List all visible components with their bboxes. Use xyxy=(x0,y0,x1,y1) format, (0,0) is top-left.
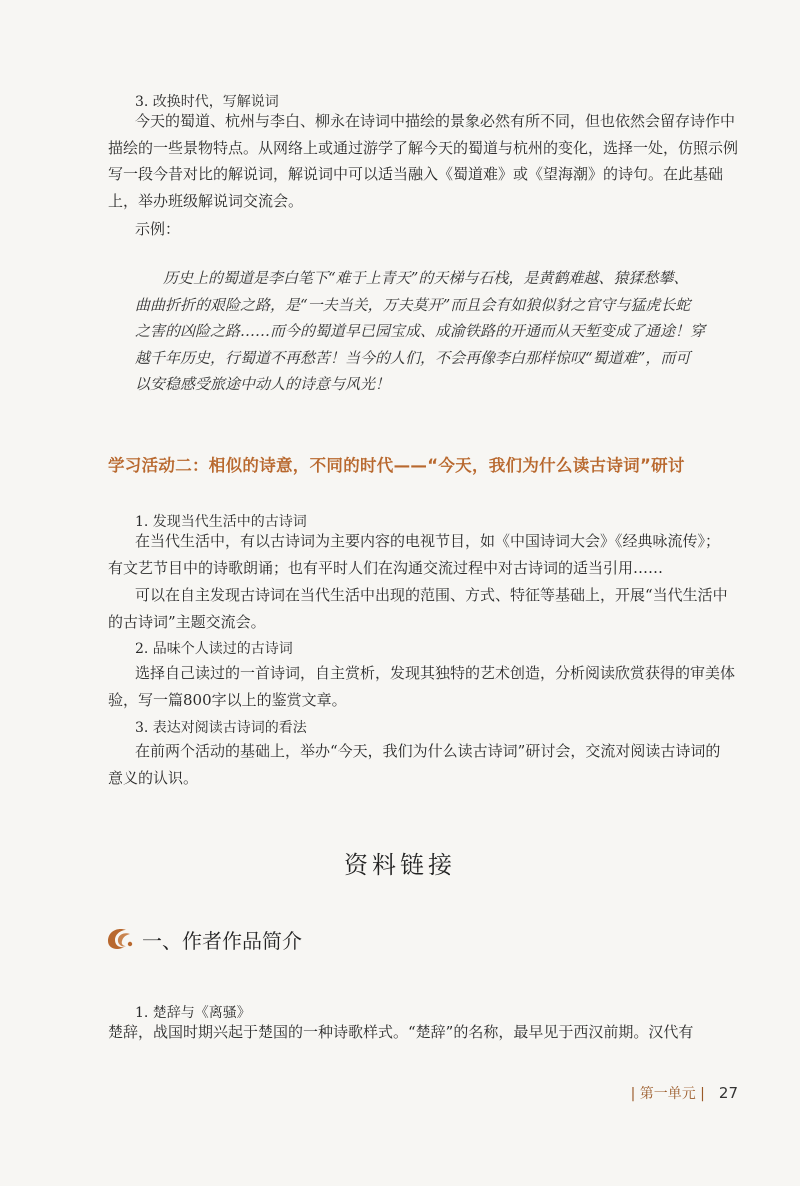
activity2-item2-paragraph xyxy=(108,660,736,713)
text-line: 可以在自主发现古诗词在当代生活中出现的范围、方式、特征等基础上，开展“当代生活中 xyxy=(135,586,728,604)
text-line: 以安稳感受旅途中动人的诗意与风光！ xyxy=(135,375,391,393)
swirl-ornament-icon xyxy=(104,924,138,954)
section-title: 资料链接 xyxy=(344,851,456,879)
text-line: 选择自己读过的一首诗词，自主赏析，发现其独特的艺术创造，分析阅读欣赏获得的审美体 xyxy=(135,664,736,682)
text-line: 曲曲折折的艰险之路，是“一夫当关，万夫莫开”而且会有如狼似豺之官守与猛虎长蛇 xyxy=(135,295,691,314)
example-passage xyxy=(135,265,730,398)
page-footer xyxy=(631,1083,738,1103)
text-line: 之害的凶险之路……而今的蜀道早已园宝成、成渝铁路的开通而从天堑变成了通途！穿 xyxy=(135,322,706,340)
text-line: 有文艺节目中的诗歌朗诵；也有平时人们在沟通交流过程中对古诗词的适当引用…… xyxy=(108,558,664,577)
resources-item1-heading: 1. 楚辞与《离骚》 xyxy=(135,1005,251,1021)
text-line: 越千年历史，行蜀道不再愁苦！当今的人们，不会再像李白那样惊叹“蜀道难”，而可 xyxy=(135,348,691,367)
activity2-item2-heading: 2. 品味个人读过的古诗词 xyxy=(135,641,293,657)
activity2-item3-heading: 3. 表达对阅读古诗词的看法 xyxy=(135,720,307,736)
unit-label: | 第一单元 | xyxy=(630,1086,705,1102)
activity2-heading: 学习活动二：相似的诗意，不同的时代——“今天，我们为什么读古诗词”研讨 xyxy=(108,456,685,475)
activity2-item1-heading: 1. 发现当代生活中的古诗词 xyxy=(135,514,307,530)
text-line: 在前两个活动的基础上，举办“今天，我们为什么读古诗词”研讨会，交流对阅读古诗词的 xyxy=(135,742,721,760)
text-line: 验，写一篇800字以上的鉴赏文章。 xyxy=(108,690,347,709)
text-line: 历史上的蜀道是李白笔下“难于上青天”的天梯与石栈，是黄鹤难越、猿猱愁攀、 xyxy=(163,269,689,287)
text-line: 描绘的一些景物特点。从网络上或通过游学了解今天的蜀道与杭州的变化，选择一处，仿照示例 xyxy=(108,138,739,157)
part3-paragraph xyxy=(108,108,739,214)
text-line: 今天的蜀道、杭州与李白、柳永在诗词中描绘的景象必然有所不同，但也依然会留存诗作中 xyxy=(135,112,736,130)
activity2-item1-paragraph xyxy=(108,528,732,581)
text-line: 楚辞，战国时期兴起于楚国的一种诗歌样式。“楚辞”的名称，最早见于西汉前期。汉代有 xyxy=(108,1023,694,1041)
example-label: 示例： xyxy=(135,220,181,238)
activity2-item1-paragraph2 xyxy=(108,582,732,635)
text-line: 上，举办班级解说词交流会。 xyxy=(108,191,304,210)
text-line: 在当代生活中，有以古诗词为主要内容的电视节目，如《中国诗词大会》《经典咏流传》； xyxy=(135,532,721,550)
text-line: 写一段今昔对比的解说词，解说词中可以适当融入《蜀道难》或《望海潮》的诗句。在此基础 xyxy=(108,165,724,183)
resources-item1-paragraph xyxy=(108,1019,732,1046)
activity2-item3-paragraph xyxy=(108,738,732,791)
text-line: 的古诗词”主题交流会。 xyxy=(108,612,266,631)
author-works-heading: 一、作者作品简介 xyxy=(142,929,302,953)
page-number: 27 xyxy=(718,1084,738,1102)
part3-heading: 3. 改换时代，写解说词 xyxy=(135,94,279,110)
text-line: 意义的认识。 xyxy=(108,768,199,787)
